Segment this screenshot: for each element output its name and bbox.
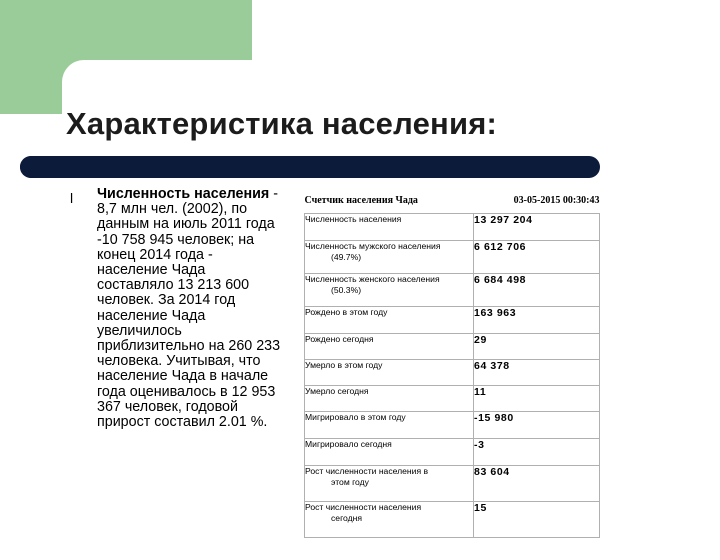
row-label-text: Рост численности населения (305, 502, 422, 512)
row-label-text: Рост численности населения в (305, 466, 429, 476)
row-label (305, 439, 474, 466)
row-value: 29 (474, 334, 600, 360)
row-label (305, 241, 474, 274)
row-label-text: Умерло сегодня (305, 386, 369, 396)
slide-title: Характеристика населения: (66, 106, 498, 141)
title-divider-bar (20, 156, 600, 178)
row-label-continuation: (50.3%) (331, 285, 362, 295)
table-row (305, 386, 600, 412)
row-label-text: Рождено сегодня (305, 334, 374, 344)
table-row (305, 502, 600, 538)
row-label-continuation: сегодня (331, 513, 363, 523)
table-row (305, 307, 600, 334)
row-value: -3 (474, 439, 600, 466)
row-value: 11 (474, 386, 600, 412)
population-counter-table (304, 187, 600, 538)
row-label-text: Мигрировало сегодня (305, 439, 392, 449)
population-description-body: - 8,7 млн чел. (2002), по данным на июль 2011 года -10 758 945 человек; на конец 2014 года - население Чада составляло 13 213 600 человек. За 2014 год население Чада увеличилось приблизительно на 260 233 человека. Учитывая, что население Чада в начале года оценивалось в 12 953 367 человек, годовой прирост составил 2.01 %. (97, 186, 281, 431)
table-row (305, 241, 600, 274)
row-label (305, 386, 474, 412)
row-label-text: Мигрировало в этом году (305, 412, 406, 422)
row-label (305, 412, 474, 439)
row-label (305, 502, 474, 538)
counter-header-datetime: 03-05-2015 00:30:43 (513, 194, 600, 206)
row-value: 163 963 (474, 307, 600, 334)
population-description-lead: Численность населения (97, 186, 270, 202)
table-row (305, 274, 600, 307)
row-value: 83 604 (474, 466, 600, 502)
row-label (305, 334, 474, 360)
row-value: 6 612 706 (474, 241, 600, 274)
table-row (305, 360, 600, 386)
row-label-text: Численность мужского населения (305, 241, 441, 251)
row-value: 6 684 498 (474, 274, 600, 307)
table-row (305, 466, 600, 502)
row-label-text: Рождено в этом году (305, 307, 388, 317)
row-value: 64 378 (474, 360, 600, 386)
population-description (97, 187, 282, 430)
table-row (305, 412, 600, 439)
row-label-continuation: этом году (331, 477, 369, 487)
row-label-continuation: (49.7%) (331, 252, 362, 262)
counter-header-label: Счетчик населения Чада (304, 194, 418, 206)
table-row (305, 214, 600, 241)
row-label (305, 360, 474, 386)
counter-header-row (305, 187, 600, 214)
row-label-text: Численность населения (305, 214, 402, 224)
row-label-text: Численность женского населения (305, 274, 440, 284)
row-value: 15 (474, 502, 600, 538)
bullet-marker: l (70, 190, 74, 206)
table-row (305, 439, 600, 466)
row-label (305, 214, 474, 241)
title-divider-cap (20, 156, 42, 178)
row-label-text: Умерло в этом году (305, 360, 383, 370)
table-row (305, 334, 600, 360)
row-value: 13 297 204 (474, 214, 600, 241)
row-label (305, 466, 474, 502)
row-label (305, 274, 474, 307)
row-value: -15 980 (474, 412, 600, 439)
row-label (305, 307, 474, 334)
